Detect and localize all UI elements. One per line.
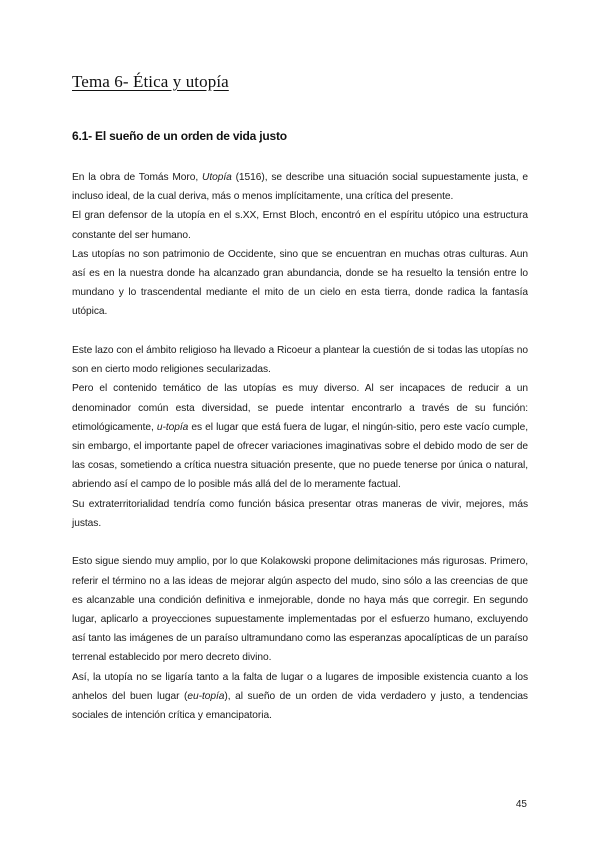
paragraph-5 (72, 379, 528, 494)
paragraph-3: Las utopías no son patrimonio de Occidente, sino que se encuentran en muchas otras culturas. Aun así es en la nuestra donde ha alcanzado gran abundancia, donde se ha resuelto la tensión entre lo mundano y lo trascendental mediante el mito de un cielo en esta tierra, donde radica la fantasía utópica. (72, 248, 528, 318)
paragraph-5-text-c: es el lugar que está fuera de lugar, el ningún-sitio, pero este vacío cumple, sin embargo, el importante papel de ofrecer variaciones imaginativas sobre el debido modo de ser de las cosas, sometiendo a crítica nuestra situación presente, que no puede tenerse por única o natural, abriendo así el campo de lo posible más allá del de lo meramente factual. (72, 421, 528, 491)
chapter-title: Tema 6- Ética y utopía (72, 72, 229, 91)
paragraph-7: Esto sigue siendo muy amplio, por lo que Kolakowski propone delimitaciones más rigurosas. Primero, referir el término no a las ideas de mejorar algún aspecto del mudo, sino sólo a las creencias de que es alcanzable una condición definitiva e inmejorable, donde no haya más que corregir. En segundo lugar, aplicarlo a proyecciones supuestamente implementadas por el esfuerzo humano, excluyendo así tanto las imágenes de un paraíso ultramundano como las esperanzas apocalípticas de un paraíso terrenal establecido por mero decreto divino. (72, 556, 528, 664)
paragraph-1-text-a: En la obra de Tomás Moro, (72, 172, 203, 183)
paragraph-1-text-c: (1516), se describe una situación social supuestamente justa, e incluso ideal, de la cual deriva, más o menos implícitamente, una crítica del presente. (72, 172, 529, 203)
paragraph-1 (72, 168, 528, 206)
body-text (72, 168, 528, 725)
page-number: 45 (515, 799, 527, 810)
paragraph-6: Su extraterritorialidad tendría como función básica presentar otras maneras de vivir, mejores, más justas. (72, 498, 528, 529)
paragraph-4: Este lazo con el ámbito religioso ha llevado a Ricoeur a plantear la cuestión de si todas las utopías no son en cierto modo religiones secularizadas. (72, 345, 528, 376)
paragraph-8-text-a: Así, la utopía no se ligaría tanto a la falta de lugar o a lugares de imposible existencia cuanto a los anhelos del buen lugar ( (72, 671, 528, 702)
paragraph-8-text-c: ), al sueño de un orden de vida verdadero y justo, a tendencias sociales de intención crítica y emancipatoria. (72, 690, 528, 722)
section-title: 6.1- El sueño de un orden de vida justo (72, 129, 287, 143)
term-eu-topia: eu-topía (187, 690, 225, 702)
paragraph-2: El gran defensor de la utopía en el s.XX, Ernst Bloch, encontró en el espíritu utópico una estructura constante del ser humano. (72, 210, 528, 241)
paragraph-8 (72, 668, 528, 726)
term-u-topia: u-topía (156, 421, 189, 433)
paragraph-gap (72, 533, 528, 552)
paragraph-5-text-a: Pero el contenido temático de las utopías es muy diverso. Al ser incapaces de reducir a un denominador común esta diversidad, se puede intentar encontrarlo a través de su función: etimológicamente, (72, 383, 528, 433)
paragraph-gap (72, 322, 528, 341)
book-title-utopia: Utopía (202, 172, 232, 183)
